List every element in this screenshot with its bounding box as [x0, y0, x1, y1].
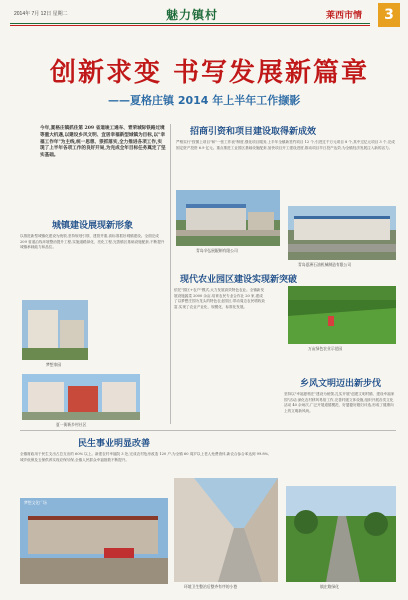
section-urban-text: 以推进新型城镇化建设为统领,坚持规划引领、建管并重,高标准抓好城镇建设。全面完成 209 省道沿线环境整治提升工程,实施道路绿化、亮化工程,完善镇区基础设施配套,不断提升城镇承载能力和品位。	[20, 234, 165, 250]
caption-photo-8: 镇庄路绿化	[320, 584, 339, 589]
photo-culture-square	[20, 498, 168, 584]
photo-road-greening	[286, 486, 396, 582]
header-rule-red	[10, 25, 370, 26]
section-livelihood-title: 民生事业明显改善	[78, 439, 151, 449]
caption-photo-1: 青岛辛弘展辊制有限公司	[196, 248, 238, 253]
section-livelihood-text: 全镇财政用于民生支出占总支出的 60% 以上。新建农村幸福院 3 处,完成农村危房改造 120 户,为全镇 60 周岁以上老人免费查体,新农合参合率达到 99.8%,城乡低保及五保供养实现应保尽保,全镇人民群众幸福指数不断提升。	[20, 452, 270, 462]
photo-factory-1	[176, 190, 280, 246]
caption-photo-6: 梦想文化广场	[24, 500, 47, 505]
section-investment-text: 严格实行"按图上项目"和"一张工作表"制度,强化项目服务,上半年全镇新签约项目 12 个,引进过千万元项目 8 个,其中过亿元项目 3 个,完成固定资产投资 6.9 亿元。重点推进工业园区基础设施配套,加快项目开工建设进度,推动项目早日投产达效,为全镇经济发展注入新的活力。	[176, 140, 395, 150]
photo-community	[22, 374, 140, 420]
sub-headline: ——夏格庄镇 2014 年上半年工作撷影	[108, 94, 301, 107]
photo-factory-2	[288, 206, 396, 260]
photo-dream-garden	[22, 300, 88, 360]
column-divider	[170, 124, 171, 424]
paper-name: 莱西市情	[326, 11, 363, 21]
caption-photo-7: 环境卫生整治后整齐有序的小巷	[184, 584, 238, 589]
photo-green-farm	[288, 286, 396, 344]
lead-paragraph: 今年,夏格庄镇抓住第 209 省道竣工通车、青荣城际铁路过境等重大机遇,以建设乡风文明、宜居幸福新型城镇为目标,以"幸福工作年"为主线,统一思想、狠抓落实,全力推进各项工作,实现了上半年各项工作的良好开局,为完成全年目标任务奠定了坚实基础。	[40, 126, 166, 159]
issue-date: 2014年 7月 12日 星期二	[14, 11, 68, 17]
photo-clean-alley	[174, 478, 278, 582]
caption-photo-5: 万亩绿色农业示范园	[308, 346, 343, 351]
section-agriculture-title: 现代农业园区建设实现新突破	[180, 275, 298, 285]
page-number-badge: 3	[378, 3, 400, 27]
section-title: 魅力镇村	[166, 8, 219, 22]
section-civility-text: 坚持以"幸福夏格庄"建设为统领,扎实开展"创建文明村镇、建设幸福家园"活动,深化农村移风易俗工作,完善村级文体设施,组织开展各类文化活动 40 余场次,广泛开展道德模范、好婆婆好媳妇评选,形成了健康向上的文明新风尚。	[284, 392, 395, 413]
section-investment-title: 招商引资和项目建设取得新成效	[190, 127, 317, 137]
caption-photo-2: 青岛夏洲石油机械制造有限公司	[298, 262, 352, 267]
section-civility-title: 乡风文明迈出新步伐	[300, 379, 382, 389]
section-agriculture-text: 依托"园区+农户"模式,大力发展高效特色农业。全镇新发展设施蔬菜 2000 余亩,培育农民专业合作社 20 家,建成了以梦想庄园为龙头的特色农业园区,带动周边农民增收致富,实现了农业产业化、规模化、标准化发展。	[174, 288, 265, 309]
main-headline: 创新求变 书写发展新篇章	[50, 58, 370, 88]
caption-photo-4: 夏一街新乡村社区	[56, 422, 87, 427]
header-rule	[10, 23, 370, 24]
caption-photo-3: 梦想家园	[46, 362, 62, 367]
section-urban-title: 城镇建设展现新形象	[52, 221, 134, 231]
horizontal-divider	[20, 430, 396, 431]
